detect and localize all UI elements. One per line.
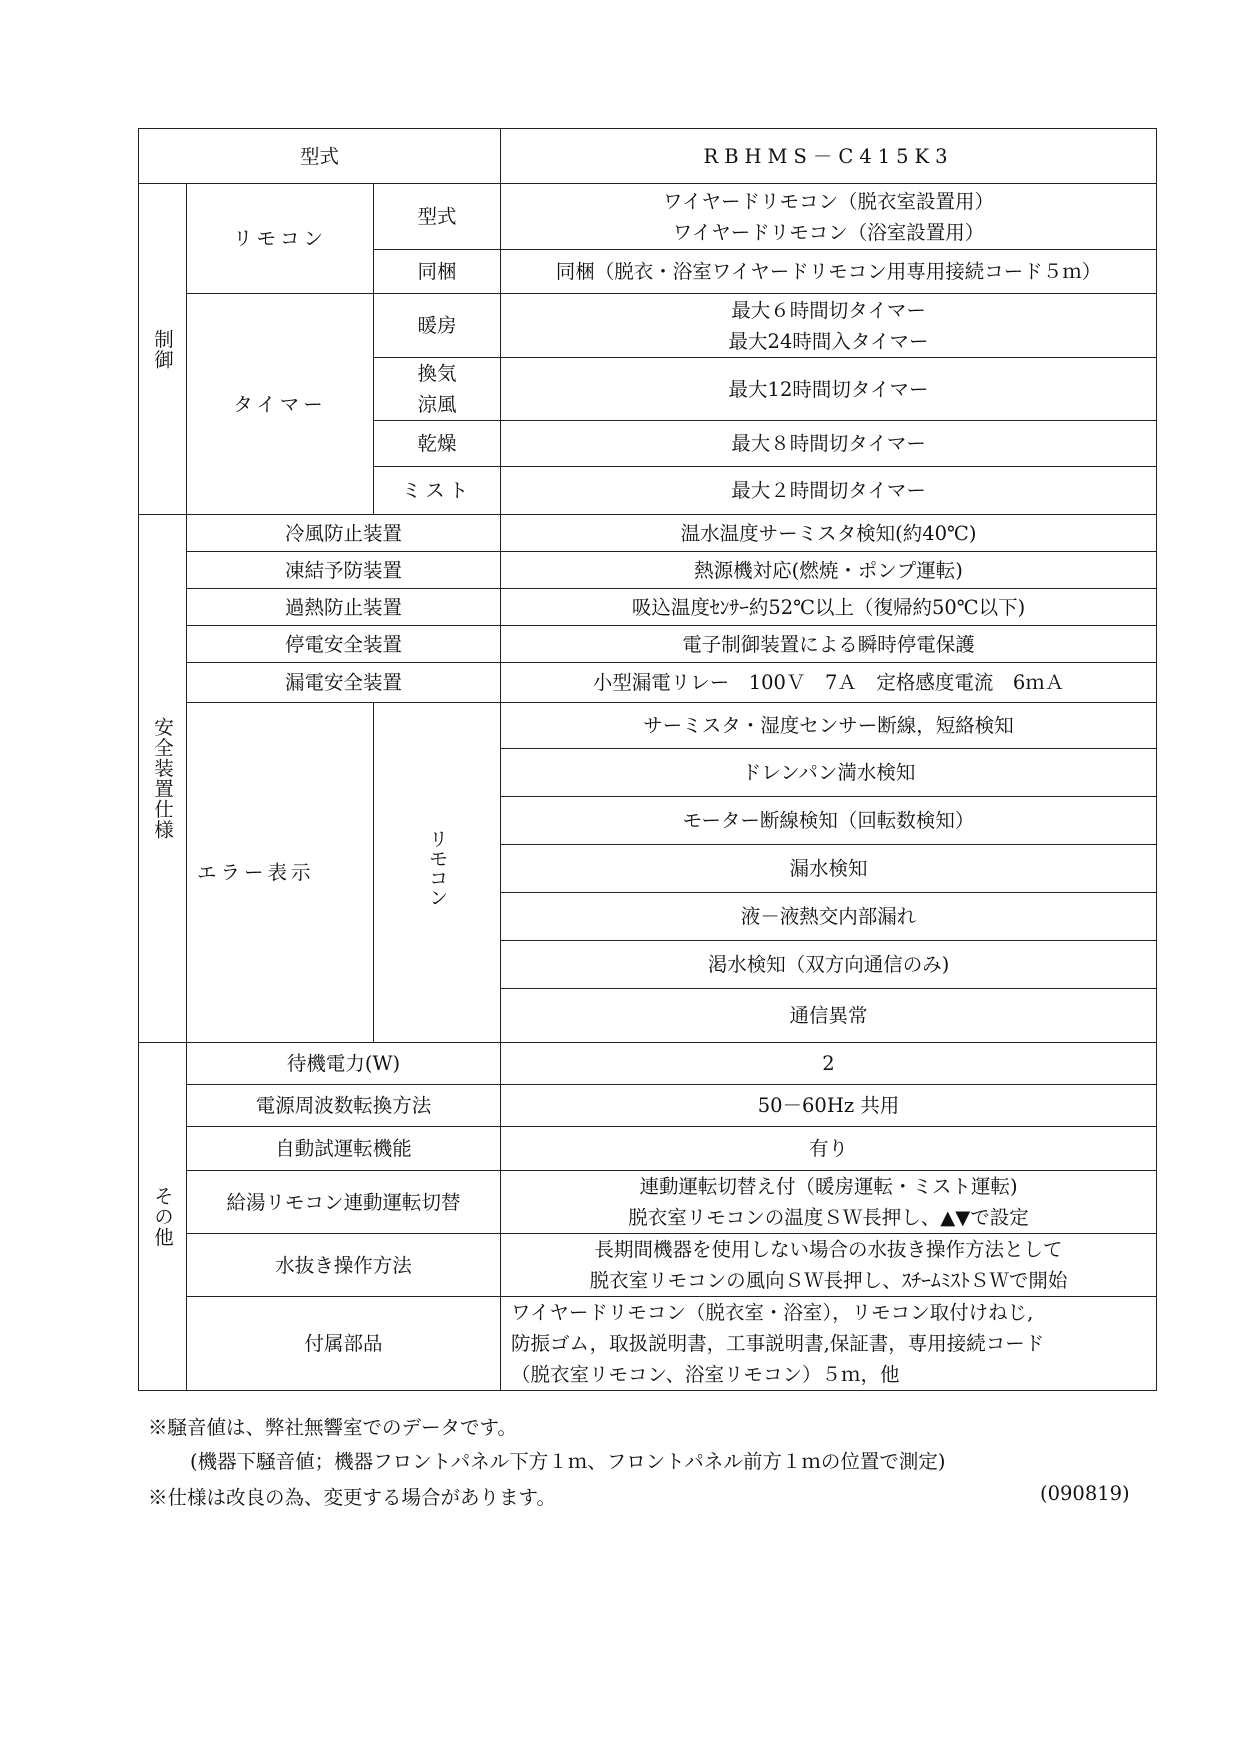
remote-model-label: 型式 (374, 184, 501, 250)
timer-vent-value: 最大12時間切タイマー (501, 358, 1157, 421)
freq-row (139, 1085, 1157, 1127)
standby-label: 待機電力(W) (187, 1043, 501, 1085)
autotest-value: 有り (501, 1127, 1157, 1171)
safety-row-value: 電子制御装置による瞬時停電保護 (501, 626, 1157, 663)
note-noise: ※騒音値は、弊社無響室でのデータです。 (148, 1416, 517, 1439)
safety-group-label: 安全装置仕様 (139, 515, 187, 1043)
error-item: 漏水検知 (501, 845, 1157, 893)
timer-dry-label: 乾燥 (374, 421, 501, 467)
other-group-label: その他 (139, 1043, 187, 1391)
safety-row-value: 温水温度サーミスタ検知(約40℃) (501, 515, 1157, 552)
safety-row (139, 515, 1157, 552)
link-value: 連動運転切替え付（暖房運転・ミスト運転) 脱衣室リモコンの温度ＳＷ長押し、▲▼で設定 (501, 1171, 1157, 1234)
spec-table (138, 128, 1157, 1391)
error-item: 液－液熱交内部漏れ (501, 893, 1157, 941)
error-item: ドレンパン満水検知 (501, 749, 1157, 797)
link-label: 給湯リモコン連動運転切替 (187, 1171, 501, 1234)
timer-mist-value: 最大２時間切タイマー (501, 467, 1157, 515)
safety-row (139, 663, 1157, 703)
freq-value: 50－60Hz 共用 (501, 1085, 1157, 1127)
link-row (139, 1171, 1157, 1234)
note-spec-change: ※仕様は改良の為、変更する場合があります。 (148, 1486, 556, 1509)
safety-row (139, 626, 1157, 663)
drain-label: 水抜き操作方法 (187, 1234, 501, 1297)
safety-row-label: 凍結予防装置 (187, 552, 501, 589)
safety-row (139, 589, 1157, 626)
timer-heating-row (139, 294, 1157, 358)
remote-bundle-label: 同梱 (374, 250, 501, 294)
error-label: エラー表示 (187, 703, 374, 1043)
timer-vent-label: 換気 涼風 (374, 358, 501, 421)
error-item: 渇水検知（双方向通信のみ) (501, 941, 1157, 989)
safety-row (139, 552, 1157, 589)
error-sub-label: リモコン (374, 703, 501, 1043)
remote-bundle-value: 同梱（脱衣・浴室ワイヤードリモコン用専用接続コード５ｍ） (501, 250, 1157, 294)
note-noise-detail: (機器下騒音値；機器フロントパネル下方１ｍ、フロントパネル前方１ｍの位置で測定) (190, 1450, 946, 1473)
standby-row (139, 1043, 1157, 1085)
model-label: 型式 (139, 129, 501, 184)
document-code: (090819) (1040, 1482, 1130, 1505)
timer-label: タイマー (187, 294, 374, 515)
timer-mist-label: ミスト (374, 467, 501, 515)
safety-row-label: 冷風防止装置 (187, 515, 501, 552)
model-value: RBHMS－C415K3 (501, 129, 1157, 184)
safety-row-label: 過熱防止装置 (187, 589, 501, 626)
autotest-label: 自動試運転機能 (187, 1127, 501, 1171)
safety-row-label: 漏電安全装置 (187, 663, 501, 703)
timer-heating-value: 最大６時間切タイマー 最大24時間入タイマー (501, 294, 1157, 358)
freq-label: 電源周波数転換方法 (187, 1085, 501, 1127)
model-row (139, 129, 1157, 184)
timer-heating-label: 暖房 (374, 294, 501, 358)
safety-row-value: 吸込温度ｾﾝｻｰ約52℃以上（復帰約50℃以下) (501, 589, 1157, 626)
safety-row-value: 熱源機対応(燃焼・ポンプ運転) (501, 552, 1157, 589)
timer-dry-value: 最大８時間切タイマー (501, 421, 1157, 467)
error-item: サーミスタ・湿度センサー断線，短絡検知 (501, 703, 1157, 749)
accessory-label: 付属部品 (187, 1297, 501, 1391)
remote-label: リモコン (187, 184, 374, 294)
error-item: モーター断線検知（回転数検知） (501, 797, 1157, 845)
accessory-row (139, 1297, 1157, 1391)
drain-row (139, 1234, 1157, 1297)
safety-row-label: 停電安全装置 (187, 626, 501, 663)
remote-model-value: ワイヤードリモコン（脱衣室設置用） ワイヤードリモコン（浴室設置用） (501, 184, 1157, 250)
error-row (139, 703, 1157, 749)
autotest-row (139, 1127, 1157, 1171)
error-item: 通信異常 (501, 989, 1157, 1043)
accessory-value: ワイヤードリモコン（脱衣室・浴室），リモコン取付けねじ, 防振ゴム，取扱説明書，工事説明書,保証書，専用接続コード （脱衣室リモコン、浴室リモコン）５ｍ，他 (501, 1297, 1157, 1391)
standby-value: 2 (501, 1043, 1157, 1085)
safety-row-value: 小型漏電リレー 100Ｖ 7Ａ 定格感度電流 6ｍＡ (501, 663, 1157, 703)
drain-value: 長期間機器を使用しない場合の水抜き操作方法として 脱衣室リモコンの風向ＳＷ長押し、ｽﾁｰﾑﾐｽﾄＳＷで開始 (501, 1234, 1157, 1297)
remote-model-row (139, 184, 1157, 250)
control-group-label: 制御 (139, 184, 187, 515)
